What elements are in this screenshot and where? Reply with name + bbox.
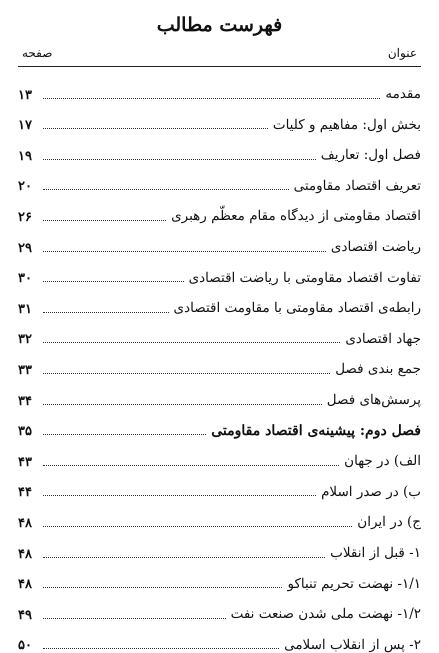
dot-leader bbox=[43, 342, 340, 343]
dot-leader bbox=[43, 434, 206, 435]
toc-entry-title: پرسش‌های فصل bbox=[326, 392, 421, 409]
toc-entry-title: بخش اول: مفاهیم و کلیات bbox=[272, 116, 421, 133]
toc-entry-page-number: ۳۰ bbox=[18, 271, 32, 287]
toc-entry-title: مقدمه bbox=[385, 86, 421, 103]
toc-entry-page-number: ۱۷ bbox=[18, 118, 32, 134]
toc-entry-page-number: ۱۳ bbox=[18, 87, 32, 103]
header-divider bbox=[18, 66, 421, 67]
toc-entry-page-number: ۵۰ bbox=[18, 638, 32, 653]
toc-entry[interactable] bbox=[18, 316, 421, 347]
toc-entry-page-number: ۴۳ bbox=[18, 454, 32, 470]
toc-entry-title: اقتصاد مقاومتی از دیدگاه مقام معظّم رهبری bbox=[171, 208, 421, 225]
toc-entry-page-number: ۱۹ bbox=[18, 148, 32, 164]
toc-entry-page-number: ۲۹ bbox=[18, 240, 32, 256]
toc-entry[interactable] bbox=[18, 438, 421, 469]
title-column-label: عنوان bbox=[387, 46, 417, 60]
toc-entry-title: ۱/۱- نهضت تحریم تنباکو bbox=[287, 575, 421, 592]
toc-entry-title: ۲- پس از انقلاب اسلامی bbox=[284, 636, 421, 653]
toc-entry-title: رابطه‌ی اقتصاد مقاومتی با مقاومت اقتصادی bbox=[173, 300, 421, 317]
dot-leader bbox=[43, 312, 169, 313]
toc-entry-title: تعریف اقتصاد مقاومتی bbox=[293, 177, 421, 194]
toc-entry-page-number: ۳۳ bbox=[18, 362, 32, 378]
toc-entry[interactable] bbox=[18, 469, 421, 500]
toc-entry-page-number: ۴۸ bbox=[18, 577, 32, 593]
dot-leader bbox=[43, 465, 339, 466]
toc-entry-page-number: ۲۰ bbox=[18, 179, 32, 195]
toc-entry[interactable] bbox=[18, 224, 421, 255]
toc-entry[interactable] bbox=[18, 255, 421, 286]
toc-entry-page-number: ۴۸ bbox=[18, 546, 32, 562]
dot-leader bbox=[43, 404, 322, 405]
toc-entry[interactable] bbox=[18, 132, 421, 163]
toc-entry[interactable] bbox=[18, 408, 421, 439]
toc-entry-page-number: ۳۲ bbox=[18, 332, 32, 348]
toc-entry-title: فصل اول: تعاریف bbox=[320, 147, 421, 164]
toc-entry-title: ۱- قبل از انقلاب bbox=[330, 545, 421, 561]
dot-leader bbox=[43, 648, 279, 649]
dot-leader bbox=[43, 98, 380, 99]
toc-entry-page-number: ۴۸ bbox=[18, 515, 32, 531]
toc-entry[interactable] bbox=[18, 530, 421, 561]
dot-leader bbox=[43, 220, 166, 221]
dot-leader bbox=[43, 251, 326, 252]
toc-entry-page-number: ۳۴ bbox=[18, 393, 32, 409]
toc-entry-title: جمع بندی فصل bbox=[335, 361, 421, 378]
toc-entry-title: جهاد اقتصادی bbox=[345, 330, 421, 347]
toc-entry-title: ۱/۲- نهضت ملی شدن صنعت نفت bbox=[230, 606, 421, 623]
column-header bbox=[20, 46, 419, 62]
dot-leader bbox=[43, 587, 282, 588]
toc-entry-title: ب) در صدر اسلام bbox=[321, 483, 421, 500]
dot-leader bbox=[43, 128, 268, 129]
dot-leader bbox=[43, 373, 330, 374]
toc-entry-title: ریاضت اقتصادی bbox=[330, 239, 421, 256]
toc-entry-title: ج) در ایران bbox=[357, 514, 421, 531]
toc-entry-page-number: ۳۵ bbox=[18, 424, 32, 440]
toc-entry[interactable] bbox=[18, 591, 421, 622]
page-column-label: صفحه bbox=[22, 46, 53, 60]
toc-entry[interactable] bbox=[18, 102, 421, 133]
dot-leader bbox=[43, 557, 325, 558]
toc-entry[interactable] bbox=[18, 622, 421, 653]
toc-entry[interactable] bbox=[18, 193, 421, 224]
dot-leader bbox=[43, 495, 316, 496]
dot-leader bbox=[43, 526, 352, 527]
toc-entry-title: فصل دوم: پیشینه‌ی اقتصاد مقاومتی bbox=[211, 423, 421, 440]
dot-leader bbox=[43, 189, 289, 190]
dot-leader bbox=[43, 618, 226, 619]
toc-entry[interactable] bbox=[18, 346, 421, 377]
toc-entry[interactable] bbox=[18, 561, 421, 592]
toc-entry[interactable] bbox=[18, 499, 421, 530]
toc-entry-page-number: ۴۴ bbox=[18, 485, 32, 501]
toc-entry-title: تفاوت اقتصاد مقاومتی با ریاضت اقتصادی bbox=[188, 269, 421, 286]
table-of-contents bbox=[18, 71, 421, 652]
toc-entry[interactable] bbox=[18, 163, 421, 194]
toc-entry[interactable] bbox=[18, 377, 421, 408]
toc-entry-page-number: ۳۱ bbox=[18, 301, 32, 317]
dot-leader bbox=[43, 159, 316, 160]
toc-entry-page-number: ۴۹ bbox=[18, 607, 32, 623]
dot-leader bbox=[43, 281, 184, 282]
toc-entry[interactable] bbox=[18, 285, 421, 316]
toc-entry[interactable] bbox=[18, 71, 421, 102]
page-title: فهرست مطالب bbox=[156, 14, 283, 36]
toc-entry-page-number: ۲۶ bbox=[18, 209, 32, 225]
toc-entry-title: الف) در جهان bbox=[344, 453, 421, 470]
